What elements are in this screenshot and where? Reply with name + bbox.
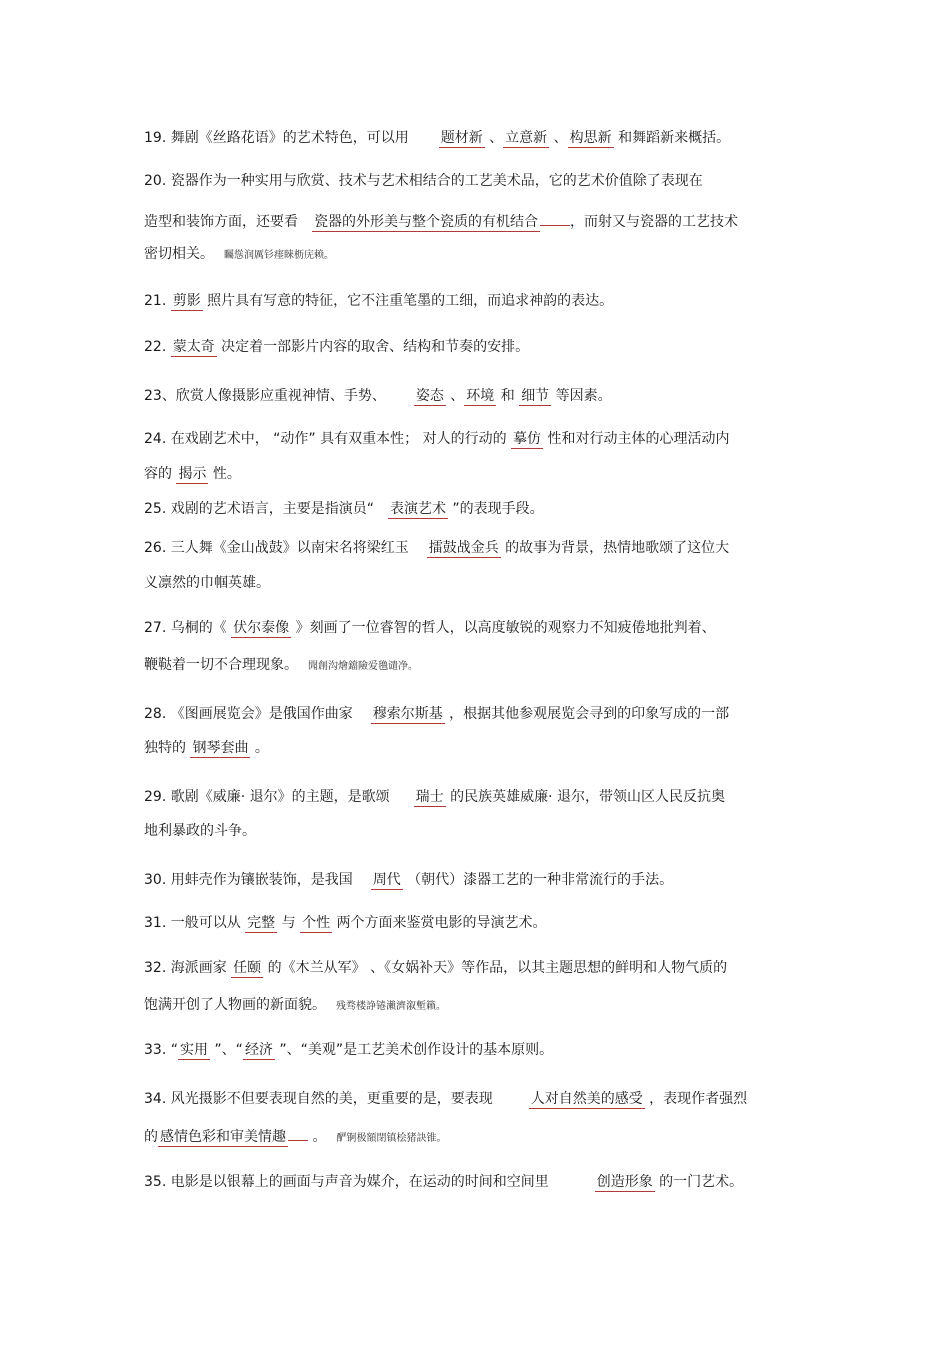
question-line [144, 958, 727, 978]
answer-blank: 任颐 [233, 960, 262, 976]
question-line [144, 1086, 747, 1109]
answer-blank: 周代 [372, 872, 401, 888]
answer-blank: 穆索尔斯基 [372, 706, 443, 722]
question-text: 独特的 [144, 740, 191, 756]
question-text: 的故事为背景，热情地歌颂了这位大 [500, 540, 730, 556]
answer-blank: 人对自然美的感受 [530, 1091, 643, 1107]
question-text: 31. 一般可以从 [144, 915, 246, 931]
spacer [374, 496, 388, 513]
answer-blank: 个性 [302, 915, 331, 931]
answer-blank: 细节 [521, 388, 550, 404]
question-text: 、 [484, 130, 504, 146]
question-line [144, 208, 738, 232]
answer-blank: 环境 [466, 388, 495, 404]
answer-blank: 经济 [244, 1042, 273, 1058]
question-text: 性和对行动主体的心理活动内 [543, 431, 730, 447]
answer-blank: 完整 [247, 915, 276, 931]
question-text: 22. [144, 339, 171, 355]
question-text: 、 [445, 388, 465, 404]
question-line [144, 821, 256, 841]
question-text: （朝代）漆器工艺的一种非常流行的手法。 [402, 872, 674, 888]
question-line [144, 913, 547, 933]
question-text: 等因素。 [551, 388, 612, 404]
spacer [409, 125, 439, 142]
question-line [144, 1123, 446, 1149]
question-line [144, 618, 716, 638]
question-text: 29. 歌剧《威廉· 退尔》的主题，是歌颂 [144, 789, 390, 805]
spacer [353, 701, 371, 718]
answer-blank: 表演艺术 [389, 501, 446, 517]
answer-blank: 构思新 [569, 130, 612, 146]
question-line [144, 496, 544, 519]
question-text: 义凛然的巾帼英雄。 [144, 575, 270, 591]
question-text: 的一门艺术。 [654, 1174, 744, 1190]
question-text: 与 [277, 915, 301, 931]
question-text: 35. 电影是以银幕上的画面与声音为媒介，在运动的时间和空间里 [144, 1174, 549, 1190]
question-line [144, 1040, 553, 1060]
question-line [144, 1169, 743, 1192]
spacer [298, 209, 312, 226]
question-text: 34. 风光摄影不但要表现自然的美，更重要的是，要表现 [144, 1091, 493, 1107]
question-text: 、 [549, 130, 568, 146]
question-line [144, 337, 529, 357]
question-text: 的民族英雄威廉· 退尔，带领山区人民反抗奥 [445, 789, 725, 805]
question-line [144, 244, 334, 266]
question-text: ，而射又与瓷器的工艺技术 [570, 214, 738, 230]
answer-blank: 感情色彩和审美情趣 [160, 1129, 286, 1145]
garbled-note: 酽锕极額閉镇桧猪訣锥。 [336, 1133, 447, 1144]
question-text: 决定着一部影片内容的取舍、结构和节奏的安排。 [216, 339, 530, 355]
answer-blank: 蒙太奇 [172, 339, 215, 355]
question-line [144, 738, 269, 758]
question-line [144, 171, 703, 191]
answer-blank-extension [288, 1123, 308, 1141]
question-text: 饱满开创了人物画的新面貌。 [144, 997, 326, 1013]
question-line [144, 655, 418, 677]
question-text: 32. 海派画家 [144, 960, 232, 976]
question-line [144, 125, 730, 148]
question-text: 27. 乌桐的《 [144, 620, 232, 636]
answer-blank: 题材新 [440, 130, 483, 146]
answer-blank: 瓷器的外形美与整个瓷质的有机结合 [314, 214, 538, 230]
question-text: 造型和装饰方面，还要看 [144, 214, 298, 230]
question-text: 26. 三人舞《金山战鼓》以南宋名将梁红玉 [144, 540, 409, 556]
question-text: 23、欣赏人像摄影应重视神情、手势、 [144, 388, 386, 404]
spacer [386, 383, 414, 400]
question-text: ，根据其他参观展览会寻到的印象写成的一部 [444, 706, 730, 722]
question-text: ”、“ [209, 1042, 243, 1058]
question-text: 33. “ [144, 1042, 178, 1058]
question-line [144, 291, 613, 311]
answer-blank: 姿态 [415, 388, 444, 404]
spacer [549, 1169, 595, 1186]
question-text: 的 [144, 1129, 158, 1145]
question-text: 性。 [208, 466, 241, 482]
question-text: ，表现作者强烈 [644, 1091, 748, 1107]
question-text: ”的表现手段。 [447, 501, 544, 517]
question-line [144, 995, 446, 1017]
question-text: 和舞蹈新来概括。 [613, 130, 731, 146]
question-line [144, 867, 673, 890]
spacer [390, 784, 414, 801]
question-text: ”、“美观”是工艺美术创作设计的基本原则。 [274, 1042, 554, 1058]
answer-blank: 伏尔泰像 [233, 620, 290, 636]
spacer [353, 867, 371, 884]
answer-blank: 钢琴套曲 [192, 740, 249, 756]
question-text: 21. [144, 293, 171, 309]
garbled-note: 聞創沟燴鐺險爱氇谴净。 [308, 661, 418, 672]
question-text: 容的 [144, 466, 177, 482]
question-text: 28. 《图画展览会》是俄国作曲家 [144, 706, 353, 722]
question-line [144, 429, 729, 449]
question-text: 两个方面来鉴赏电影的导演艺术。 [332, 915, 547, 931]
answer-blank-extension [540, 208, 570, 226]
question-text: 20. 瓷器作为一种实用与欣赏、技术与艺术相结合的工艺美术品，它的艺术价值除了表现在 [144, 173, 703, 189]
question-text: 鞭鞑着一切不合理现象。 [144, 657, 298, 673]
answer-blank: 实用 [179, 1042, 208, 1058]
answer-blank: 摹仿 [513, 431, 542, 447]
question-line [144, 573, 270, 593]
spacer [409, 535, 427, 552]
answer-blank: 揭示 [178, 466, 207, 482]
garbled-note: 矚慫润厲钐瘗睞枥庑赖。 [224, 250, 334, 261]
question-text: 25. 戏剧的艺术语言，主要是指演员“ [144, 501, 374, 517]
question-line [144, 383, 612, 406]
question-text: 》刻画了一位睿智的哲人，以高度敏锐的观察力不知疲倦地批判着、 [291, 620, 716, 636]
question-text: 24. 在戏剧艺术中， “动作” 具有双重本性； 对人的行动的 [144, 431, 512, 447]
question-text: 和 [496, 388, 520, 404]
spacer [493, 1086, 529, 1103]
question-text: 。 [250, 740, 269, 756]
question-text: 地利暴政的斗争。 [144, 823, 256, 839]
answer-blank: 擂鼓战金兵 [428, 540, 499, 556]
question-line [144, 464, 241, 484]
question-line [144, 784, 725, 807]
garbled-note: 残骛楼諍锩瀨濟溆塹籟。 [336, 1001, 446, 1012]
question-text: 30. 用蚌壳作为镶嵌装饰，是我国 [144, 872, 353, 888]
question-text: 19. 舞剧《丝路花语》的艺术特色，可以用 [144, 130, 409, 146]
answer-blank: 剪影 [172, 293, 201, 309]
question-line [144, 701, 729, 724]
question-line [144, 535, 729, 558]
question-text: 的《木兰从军》 、《女娲补天》等作品，以其主题思想的鲜明和人物气质的 [263, 960, 728, 976]
question-text: 。 [308, 1129, 327, 1145]
question-text: 照片具有写意的特征，它不注重笔墨的工细，而追求神韵的表达。 [202, 293, 614, 309]
answer-blank: 创造形象 [596, 1174, 653, 1190]
question-text: 密切相关。 [144, 246, 214, 262]
answer-blank: 立意新 [505, 130, 548, 146]
answer-blank: 瑞士 [415, 789, 444, 805]
